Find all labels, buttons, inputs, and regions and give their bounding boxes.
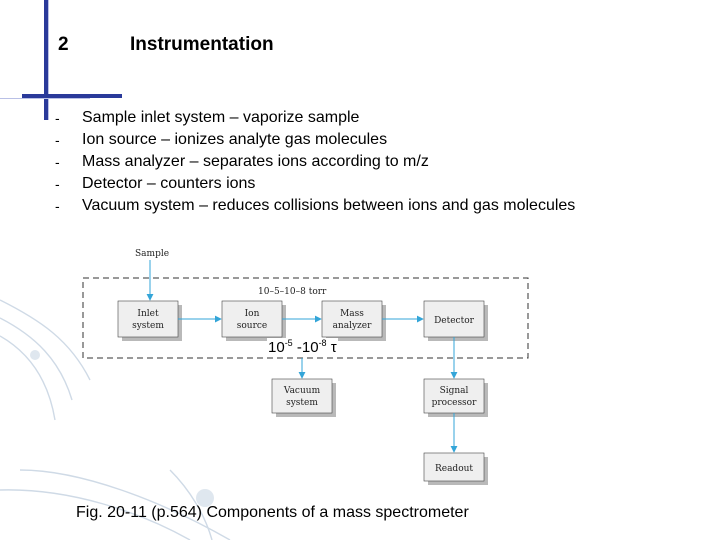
ion-source-label-line2: source [236, 321, 268, 331]
mass-analyzer-label-line1: Mass [340, 309, 364, 319]
bullet-marker: - [55, 198, 60, 214]
pressure-base1: 10 [268, 339, 285, 356]
decor-vertical-rule-light [48, 0, 49, 120]
bullet-item [55, 107, 575, 129]
mass-spectrometer-diagram [78, 242, 538, 492]
bullet-item [55, 129, 575, 151]
decor-horizontal-rule-light [0, 98, 90, 99]
ion-source-box [222, 301, 282, 337]
bullet-item [55, 173, 575, 195]
pressure-exp1: -5 [284, 338, 293, 348]
bullet-marker: - [55, 176, 60, 192]
vacuum-label-line2: system [286, 398, 318, 408]
vacuum-label-line1: Vacuum [283, 386, 321, 396]
slide-title: Instrumentation [130, 34, 274, 55]
inlet-label-line2: system [132, 321, 164, 331]
readout-label: Readout [434, 464, 474, 474]
bullet-list [55, 107, 575, 217]
inlet-system-box [118, 301, 178, 337]
pressure-dash: -10 [292, 339, 319, 356]
pressure-annotation [267, 338, 338, 356]
pressure-label: 10–5–10–8 torr [258, 287, 327, 297]
slide-number: 2 [58, 34, 69, 55]
pressure-unit: τ [326, 339, 337, 356]
decor-vertical-rule [44, 0, 48, 120]
mass-analyzer-box [322, 301, 382, 337]
ion-source-label-line1: Ion [244, 309, 260, 319]
signal-label-line1: Signal [439, 386, 469, 396]
detector-label: Detector [434, 316, 474, 326]
bullet-marker: - [55, 154, 60, 170]
pressure-exp2: -8 [318, 338, 327, 348]
bullet-text: Detector – counters ions [82, 175, 256, 192]
bullet-text: Vacuum system – reduces collisions between ions and gas molecules [82, 197, 576, 214]
decor-orb-small [30, 350, 40, 360]
sample-label: Sample [135, 249, 170, 259]
signal-label-line2: processor [431, 398, 477, 408]
mass-analyzer-label-line2: analyzer [332, 321, 372, 331]
figure-caption: Fig. 20-11 (p.564) Components of a mass spectrometer [76, 504, 469, 521]
bullet-item [55, 151, 575, 173]
bullet-item [55, 195, 575, 217]
bullet-text: Mass analyzer – separates ions according to m/z [82, 153, 429, 170]
bullet-text: Ion source – ionizes analyte gas molecules [82, 131, 388, 148]
bullet-marker: - [55, 132, 60, 148]
bullet-marker: - [55, 110, 60, 126]
decor-horizontal-rule [22, 94, 122, 98]
bullet-text: Sample inlet system – vaporize sample [82, 109, 360, 126]
inlet-label-line1: Inlet [137, 309, 159, 319]
